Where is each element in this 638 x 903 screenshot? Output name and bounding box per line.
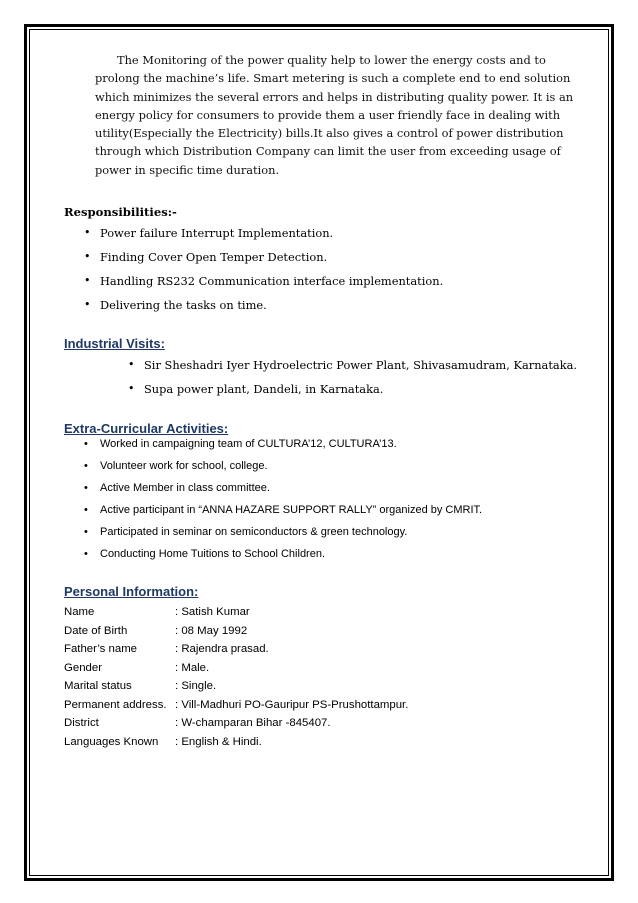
list-item xyxy=(64,457,482,479)
industrial-visits-heading: Industrial Visits: xyxy=(64,336,165,351)
industrial-visits-list xyxy=(64,356,577,404)
extra-curricular-heading: Extra-Curricular Activities: xyxy=(64,421,229,436)
info-value: : Male. xyxy=(175,661,210,674)
list-item-text: Delivering the tasks on time. xyxy=(100,298,267,312)
info-label: Permanent address. xyxy=(64,698,167,711)
list-item xyxy=(64,435,482,457)
bullet-icon: • xyxy=(84,526,88,538)
bullet-icon: • xyxy=(84,298,91,311)
list-item-text: Active participant in “ANNA HAZARE SUPPORT RALLY” organized by CMRIT. xyxy=(100,504,483,516)
bullet-icon: • xyxy=(84,250,91,263)
list-item xyxy=(64,272,443,296)
list-item xyxy=(64,501,482,523)
list-item-text: Power failure Interrupt Implementation. xyxy=(100,226,334,240)
bullet-icon: • xyxy=(84,548,88,560)
personal-information-heading: Personal Information: xyxy=(64,584,199,599)
list-item-text: Sir Sheshadri Iyer Hydroelectric Power Plant, Shivasamudram, Karnataka. xyxy=(144,358,578,372)
list-item xyxy=(64,224,443,248)
list-item-text: Participated in seminar on semiconductors & green technology. xyxy=(100,526,408,538)
responsibilities-list xyxy=(64,224,443,320)
intro-line: power in specific time duration. xyxy=(95,162,280,177)
info-label: Name xyxy=(64,606,95,618)
info-value: : Satish Kumar xyxy=(175,606,250,618)
bullet-icon: • xyxy=(84,438,88,450)
list-item xyxy=(64,545,482,567)
bullet-icon: • xyxy=(128,358,135,371)
info-label: Marital status xyxy=(64,680,132,692)
bullet-icon: • xyxy=(84,460,88,472)
intro-line: prolong the machine’s life. Smart metering is such a complete end to end solution xyxy=(95,71,571,86)
list-item-text: Active Member in class committee. xyxy=(100,482,270,494)
info-value: : 08 May 1992 xyxy=(175,624,248,637)
bullet-icon: • xyxy=(84,482,88,494)
list-item xyxy=(64,479,482,501)
bullet-icon: • xyxy=(128,382,135,395)
info-label: Gender xyxy=(64,661,102,674)
intro-line: utility(Especially the Electricity) bills.It also gives a control of power distribution xyxy=(95,126,564,141)
info-value: : English & Hindi. xyxy=(175,735,262,748)
list-item-text: Finding Cover Open Temper Detection. xyxy=(100,250,328,264)
list-item-text: Worked in campaigning team of CULTURA’12, CULTURA’13. xyxy=(100,438,397,450)
intro-line: The Monitoring of the power quality help to lower the energy costs and to xyxy=(117,53,546,67)
list-item xyxy=(64,356,577,380)
responsibilities-heading: Responsibilities:- xyxy=(64,205,177,219)
bullet-icon: • xyxy=(84,504,88,516)
list-item-text: Conducting Home Tuitions to School Children. xyxy=(100,548,326,560)
bullet-icon: • xyxy=(84,226,91,239)
intro-line: which minimizes the several errors and helps in distributing quality power. It is an xyxy=(95,89,574,104)
info-label: Languages Known xyxy=(64,735,159,748)
info-value: : W-champaran Bihar -845407. xyxy=(175,717,331,729)
intro-paragraph xyxy=(95,51,575,179)
info-value: : Vill-Madhuri PO-Gauripur PS-Prushottampur. xyxy=(175,698,409,711)
info-label: Date of Birth xyxy=(64,624,128,637)
list-item xyxy=(64,380,577,404)
info-label: District xyxy=(64,717,99,729)
info-label: Father’s name xyxy=(64,643,138,655)
list-item-text: Handling RS232 Communication interface implementation. xyxy=(100,274,444,288)
info-value: : Single. xyxy=(175,680,217,692)
list-item xyxy=(64,296,443,320)
list-item-text: Volunteer work for school, college. xyxy=(100,460,268,472)
intro-line: energy policy for consumers to provide them a user friendly face in dealing with xyxy=(95,107,561,122)
bullet-icon: • xyxy=(84,274,91,287)
list-item xyxy=(64,523,482,545)
list-item-text: Supa power plant, Dandeli, in Karnataka. xyxy=(144,382,384,396)
info-value: : Rajendra prasad. xyxy=(175,643,269,655)
intro-line: through which Distribution Company can limit the user from exceeding usage of xyxy=(95,144,561,159)
list-item xyxy=(64,248,443,272)
extra-curricular-list xyxy=(64,435,482,567)
